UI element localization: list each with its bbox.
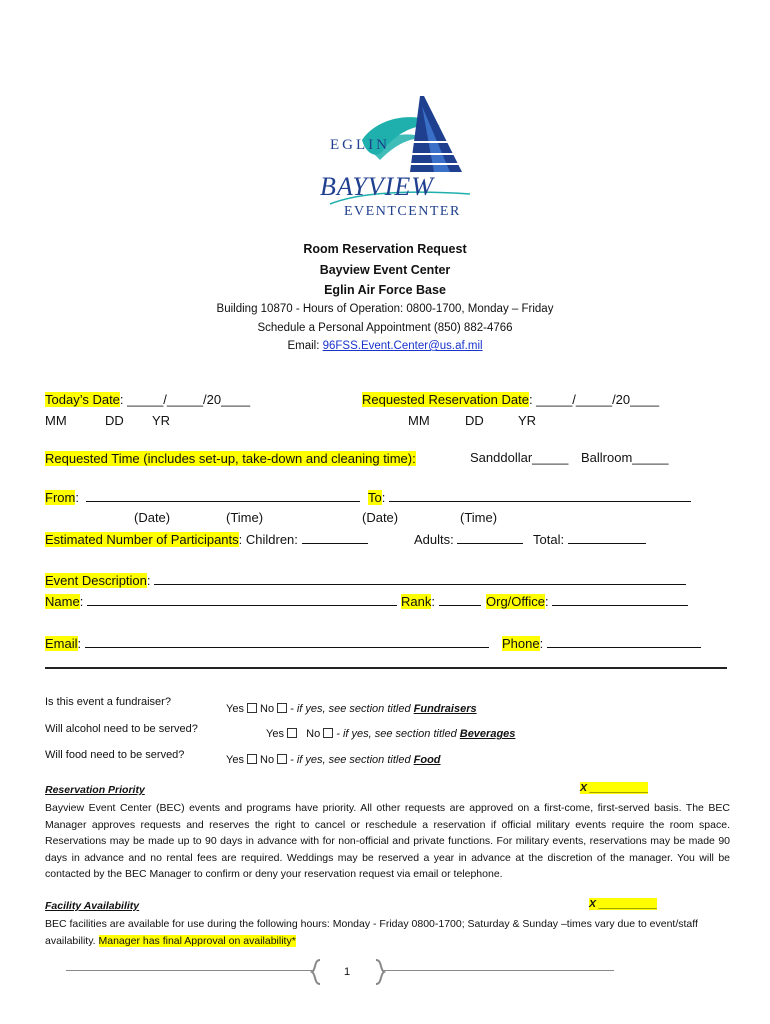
requested-time-label: Requested Time (includes set-up, take-down and cleaning time): <box>45 451 416 466</box>
todays-date-fields[interactable]: : _____/_____/20____ <box>119 392 251 407</box>
no-checkbox-food[interactable] <box>277 754 287 764</box>
no-label: No <box>260 754 275 766</box>
event-description-label: Event Description <box>45 573 147 588</box>
sanddollar-room-field[interactable]: Sanddollar_____ <box>470 450 569 465</box>
name-field[interactable] <box>87 593 397 606</box>
yes-label: Yes <box>266 728 284 740</box>
rank-field[interactable] <box>439 593 481 606</box>
title-base-name: Eglin Air Force Base <box>324 283 446 297</box>
todays-date-dd: DD <box>105 413 124 428</box>
total-row <box>533 531 646 547</box>
to-row: To: <box>368 489 691 505</box>
email-link[interactable]: 96FSS.Event.Center@us.af.mil <box>322 340 483 352</box>
yes-label: Yes <box>226 754 244 766</box>
no-checkbox-fundraiser[interactable] <box>277 703 287 713</box>
question-fundraiser: Is this event a fundraiser? <box>45 696 171 708</box>
hours-of-operation: Building 10870 - Hours of Operation: 0800-1700, Monday – Friday <box>216 303 554 315</box>
to-field[interactable] <box>389 489 691 502</box>
adults-label: Adults: <box>414 532 454 547</box>
requested-date-label: Requested Reservation Date <box>362 392 529 407</box>
children-label: : Children: <box>238 532 298 547</box>
total-field[interactable] <box>568 531 646 544</box>
requested-date-yr: YR <box>518 413 537 428</box>
beverages-section-ref: Beverages <box>459 728 516 740</box>
todays-date-mm: MM <box>45 413 67 428</box>
if-yes-note: - if yes, see section titled <box>287 703 414 715</box>
facility-availability-initial[interactable]: X __________ <box>589 898 658 910</box>
org-office-field[interactable] <box>552 593 688 606</box>
yes-checkbox-alcohol[interactable] <box>287 728 297 738</box>
org-office-row: Org/Office: <box>486 593 688 609</box>
email-label: Email: <box>287 340 323 352</box>
logo-line1: EGLIN <box>330 137 390 153</box>
facility-availability-text: BEC facilities are available for use during the following hours: Monday - Friday 0800-1700; Saturday & Sunday –times vary due to event/staff availability. <box>45 918 698 947</box>
bayview-logo <box>300 92 475 224</box>
to-date-caption: (Date) <box>362 510 399 525</box>
section-divider <box>45 667 727 669</box>
form-email-label: Email <box>45 636 78 651</box>
phone-label: Phone <box>502 636 540 651</box>
children-field[interactable] <box>302 531 368 544</box>
footer-line-left <box>66 970 314 971</box>
name-row: Name: <box>45 593 397 609</box>
reservation-priority-text: Bayview Event Center (BEC) events and programs have priority. All other requests are approved on a first-come, first-served basis. The BEC Manager approves requests and reserves the right to cancel or reschedule a reservation if official military events require the room space. Reservations may be made up to 90 days in advance with for non-official and private functions. For military events, reservations may be made 90 days in advance and no rental fees are required. Weddings may be reserved a year in advance at the discretion of the manager. You will be contacted by the BEC Manager to confirm or deny your reservation request via email or telephone. <box>45 802 730 881</box>
participants-label: Estimated Number of Participants <box>45 532 239 547</box>
from-time-caption: (Time) <box>226 510 264 525</box>
phone-field[interactable] <box>547 635 701 648</box>
requested-date-dd: DD <box>465 413 484 428</box>
question-food: Will food need to be served? <box>45 749 185 761</box>
food-section-ref: Food <box>413 754 441 766</box>
no-label: No <box>260 703 275 715</box>
if-yes-note: - if yes, see section titled <box>287 754 414 766</box>
rank-label: Rank <box>401 594 432 609</box>
logo-line3: EVENTCENTER <box>344 204 461 219</box>
event-description-row: Event Description: <box>45 572 686 588</box>
ballroom-field[interactable]: Ballroom_____ <box>581 450 669 465</box>
from-date-caption: (Date) <box>134 510 171 525</box>
yes-checkbox-food[interactable] <box>247 754 257 764</box>
page-number: 1 <box>344 966 351 978</box>
rank-row: Rank: <box>401 593 481 609</box>
participants-row <box>45 531 368 547</box>
facility-availability-heading: Facility Availability <box>45 900 140 912</box>
answer-food <box>226 754 441 766</box>
from-row: From: <box>45 489 360 505</box>
form-email-field[interactable] <box>85 635 489 648</box>
reservation-priority-heading: Reservation Priority <box>45 784 145 796</box>
no-checkbox-alcohol[interactable] <box>323 728 333 738</box>
email-row: Email: <box>45 635 489 651</box>
total-label: Total: <box>533 532 565 547</box>
requested-date-row <box>362 392 659 407</box>
answer-alcohol <box>266 728 515 740</box>
facility-availability-paragraph <box>45 916 730 949</box>
from-label: From <box>45 490 76 505</box>
requested-date-mm: MM <box>408 413 430 428</box>
appointment-phone: Schedule a Personal Appointment (850) 882-4766 <box>257 322 513 334</box>
requested-date-fields[interactable]: : _____/_____/20____ <box>528 392 660 407</box>
todays-date-yr: YR <box>152 413 171 428</box>
no-label: No <box>306 728 321 740</box>
fundraisers-section-ref: Fundraisers <box>413 703 477 715</box>
from-field[interactable] <box>86 489 360 502</box>
answer-fundraiser <box>226 703 477 715</box>
to-label: To <box>368 490 382 505</box>
todays-date-row <box>45 392 250 407</box>
todays-date-label: Today’s Date <box>45 392 120 407</box>
footer-line-right <box>382 970 614 971</box>
title-room-reservation: Room Reservation Request <box>303 242 467 256</box>
name-label: Name <box>45 594 80 609</box>
reservation-priority-initial[interactable]: X __________ <box>580 782 649 794</box>
title-center-name: Bayview Event Center <box>319 263 451 277</box>
yes-checkbox-fundraiser[interactable] <box>247 703 257 713</box>
to-time-caption: (Time) <box>460 510 498 525</box>
logo-line2: BAYVIEW <box>320 172 434 201</box>
question-alcohol: Will alcohol need to be served? <box>45 723 198 735</box>
contact-email-line <box>0 340 770 352</box>
event-description-field[interactable] <box>154 572 686 585</box>
manager-approval-note: Manager has final Approval on availability* <box>98 934 296 947</box>
adults-row <box>414 531 523 547</box>
if-yes-note: - if yes, see section titled <box>333 728 460 740</box>
yes-label: Yes <box>226 703 244 715</box>
adults-field[interactable] <box>457 531 523 544</box>
org-office-label: Org/Office <box>486 594 546 609</box>
phone-row: Phone: <box>502 635 701 651</box>
